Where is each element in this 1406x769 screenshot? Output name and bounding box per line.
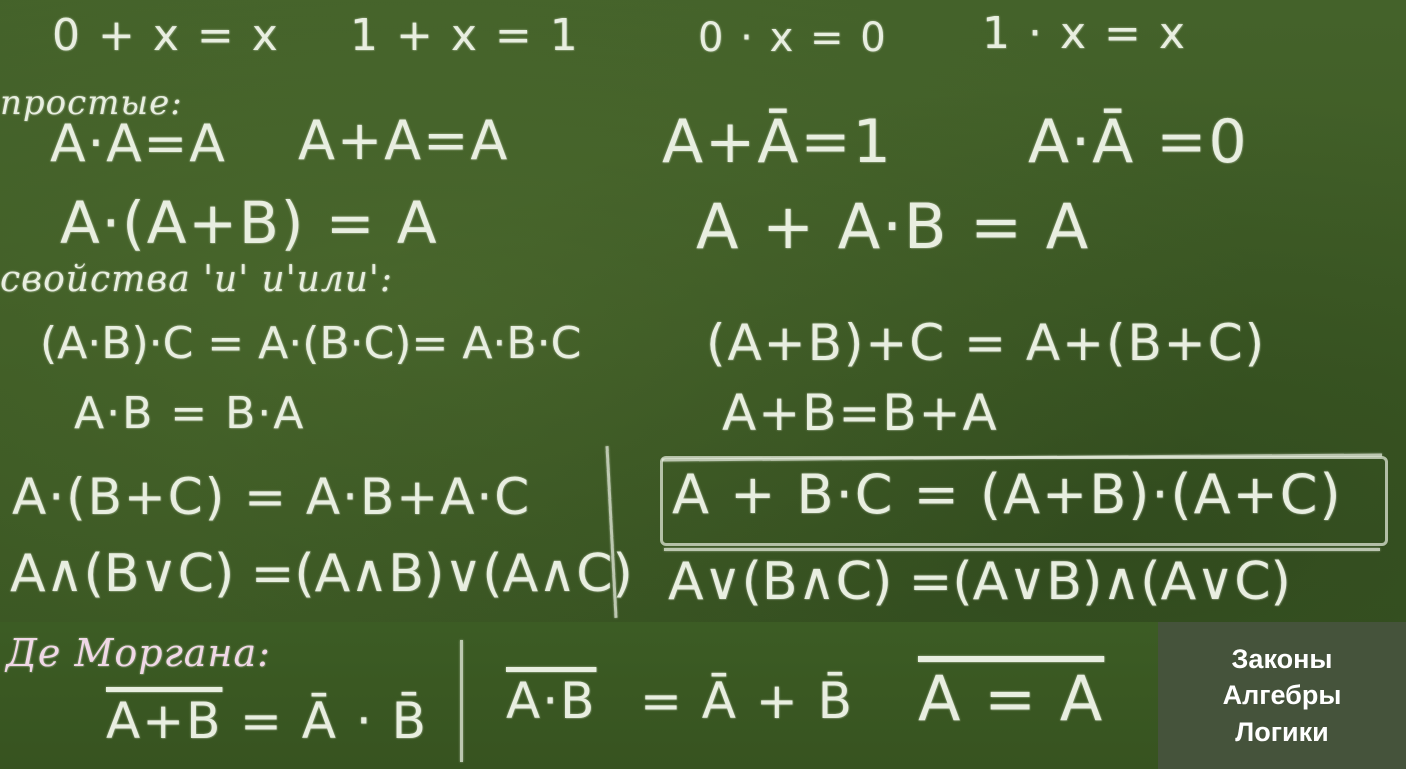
associativity-and: (A·B)·C = A·(B·C)= A·B·C xyxy=(40,318,582,369)
law-a-plus-not-a: A+Ā=1 xyxy=(662,107,893,177)
demorgan-label: Де Моргана: xyxy=(6,631,271,675)
law-a-times-a: A·A=A xyxy=(50,114,227,174)
caption-line-1: Законы xyxy=(1231,643,1333,674)
law-a-plus-a: A+A=A xyxy=(298,109,510,172)
associativity-or: (A+B)+C = A+(B+C) xyxy=(706,314,1267,372)
distributivity-logic-and: A∧(B∨C) =(A∧B)∨(A∧C) xyxy=(10,544,633,604)
identity-one-times-x: 1 · x = x xyxy=(982,8,1187,59)
demorgan-law1-lhs-text: A+B xyxy=(106,692,223,750)
topic-caption xyxy=(1158,622,1406,769)
identity-zero-plus-x: 0 + x = x xyxy=(52,10,280,61)
double-negation-text: A = A xyxy=(918,662,1105,735)
demorgan-law1-lhs xyxy=(106,692,223,750)
demorgan-law2-rhs: = Ā + B̄ xyxy=(640,672,854,730)
simple-label: простые: xyxy=(0,83,183,123)
divider-vertical-lower xyxy=(460,640,463,762)
law-a-times-not-a: A·Ā =0 xyxy=(1028,107,1249,177)
properties-label: свойства 'и' и'или': xyxy=(0,259,393,300)
distributivity-or: A + B·C = (A+B)·(A+C) xyxy=(672,463,1343,526)
commutativity-and: A·B = B·A xyxy=(74,388,306,439)
distributivity-and: A·(B+C) = A·B+A·C xyxy=(12,468,532,526)
identity-zero-times-x: 0 · x = 0 xyxy=(698,15,888,61)
absorption-right: A + A·B = A xyxy=(696,190,1091,263)
absorption-left: A·(A+B) = A xyxy=(60,189,439,257)
double-negation xyxy=(918,662,1105,735)
caption-line-2: Алгебры xyxy=(1222,680,1342,711)
caption-line-3: Логики xyxy=(1235,716,1329,747)
demorgan-law2-lhs-text: A·B xyxy=(506,672,597,730)
commutativity-or: A+B=B+A xyxy=(722,384,999,442)
distributivity-logic-or: A∨(B∧C) =(A∨B)∧(A∨C) xyxy=(668,552,1291,612)
demorgan-law1-rhs: = Ā · B̄ xyxy=(240,692,428,750)
demorgan-law2-lhs xyxy=(506,672,597,730)
divider-under-box xyxy=(664,548,1380,551)
identity-one-plus-x: 1 + x = 1 xyxy=(350,10,580,61)
